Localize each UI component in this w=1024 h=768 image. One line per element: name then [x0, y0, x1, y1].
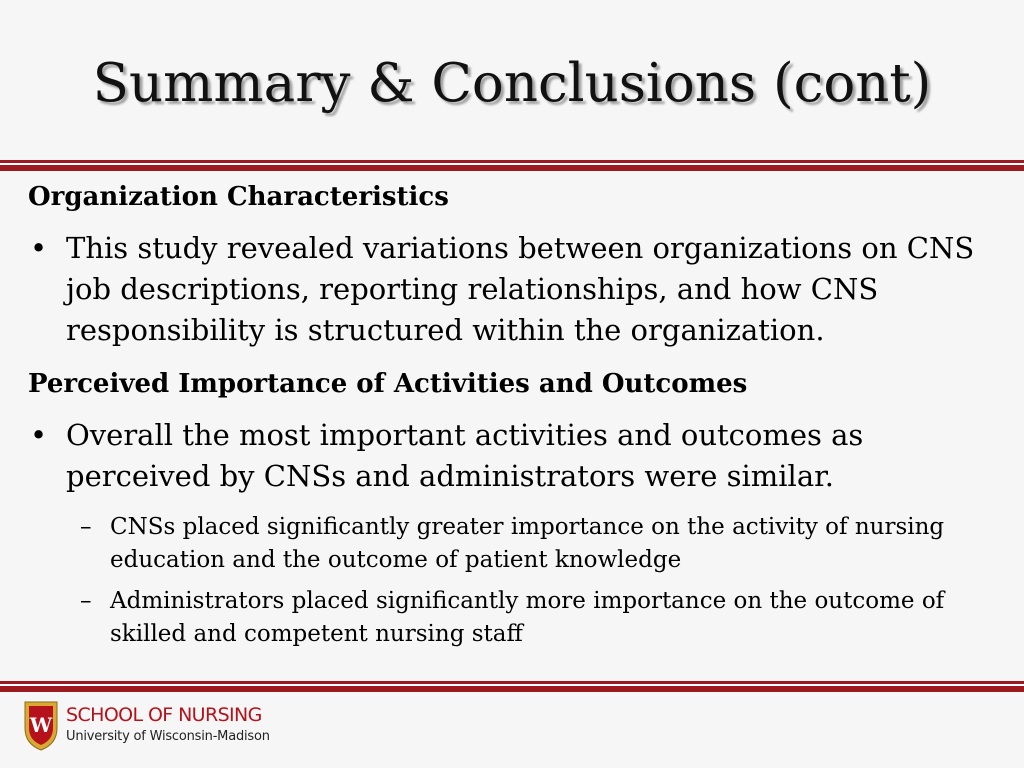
slide-body — [28, 178, 1003, 659]
subbullet-marker: – — [80, 588, 92, 614]
crest-letter: W — [29, 713, 53, 737]
subbullet-marker: – — [80, 514, 92, 540]
university-name: University of Wisconsin-Madison — [66, 729, 270, 744]
bullet-item — [28, 228, 1003, 351]
bullet-marker: • — [30, 418, 48, 452]
subbullet-item — [28, 511, 1003, 577]
bullet-text: This study revealed variations between organizations on CNS job descriptions, reporting relationships, and how CNS responsibility is structured within the organization. — [66, 231, 975, 347]
section-heading-importance: Perceived Importance of Activities and Outcomes — [28, 369, 748, 399]
subbullet-text: Administrators placed significantly more importance on the outcome of skilled and competent nursing staff — [110, 588, 945, 647]
bottom-divider — [0, 681, 1024, 692]
slide-title: Summary & Conclusions (cont) — [92, 53, 932, 114]
top-divider — [0, 160, 1024, 171]
bullet-item — [28, 415, 1003, 497]
school-logo — [22, 698, 322, 754]
section-heading-organization: Organization Characteristics — [28, 182, 449, 212]
subbullet-text: CNSs placed significantly greater importance on the activity of nursing education and the outcome of patient knowledge — [110, 514, 945, 573]
bullet-text: Overall the most important activities and outcomes as perceived by CNSs and administrators were similar. — [66, 418, 864, 493]
uw-crest-icon — [22, 698, 60, 752]
school-name: SCHOOL OF NURSING — [66, 704, 262, 726]
bullet-marker: • — [30, 231, 48, 265]
subbullet-item — [28, 585, 1003, 651]
